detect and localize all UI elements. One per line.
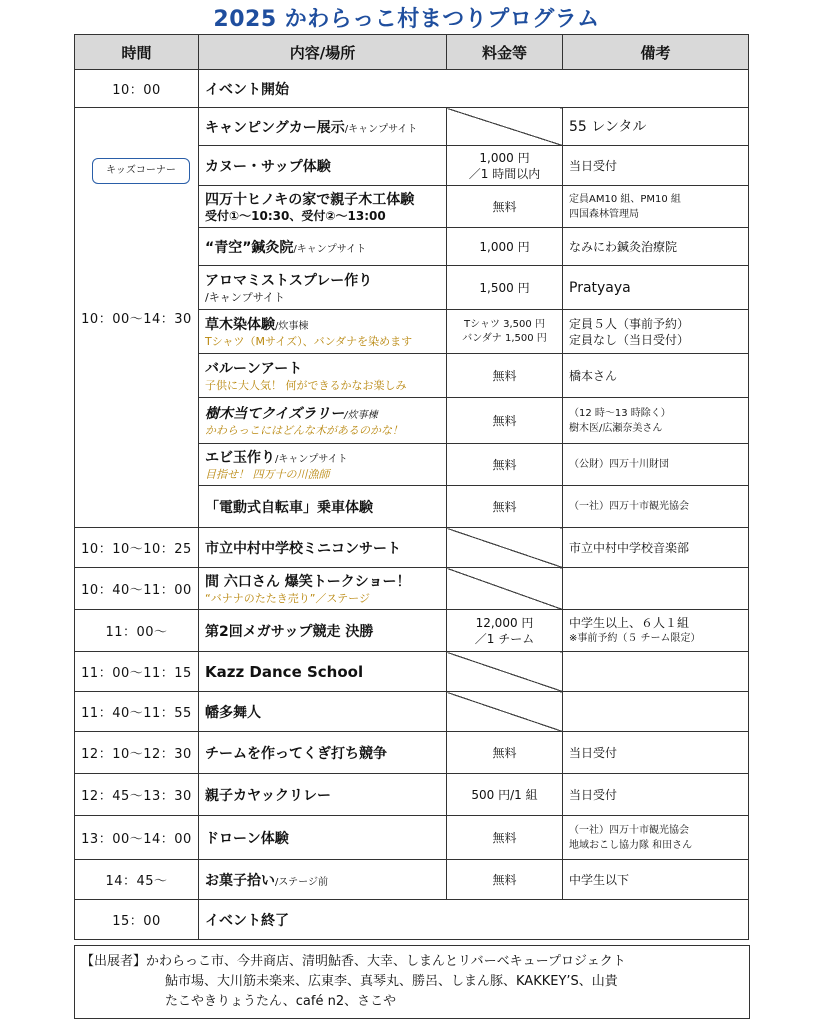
table-row (75, 108, 749, 146)
note-line: 定員なし（当日受付） (569, 332, 690, 347)
content-cell (199, 528, 447, 568)
note-line: 中学生以上、６人１組 (569, 615, 690, 630)
fee-cell: 無料 (447, 354, 563, 398)
fee-cell: 無料 (447, 816, 563, 860)
note-cell-empty (563, 568, 749, 610)
table-row (75, 816, 749, 860)
page-title: 2025 かわらっこ村まつりプログラム (213, 7, 600, 32)
note-line: 定員AM10 組、PM10 組 (569, 193, 681, 205)
content-cell (199, 108, 447, 146)
time-cell: 10：10～10：25 (75, 528, 199, 568)
content-cell (199, 398, 447, 444)
content-cell (199, 70, 749, 108)
exhibitors-line: 鮎市場、大川筋未楽来、広東李、真琴丸、勝呂、しまん豚、KAKKEY’S、山貴 (165, 974, 618, 989)
header-time: 時間 (75, 35, 199, 70)
note-cell (563, 310, 749, 354)
event-location: /ステージ前 (275, 876, 328, 888)
event-location: /キャンプサイト (293, 243, 367, 255)
header-fee: 料金等 (447, 35, 563, 70)
fee-line: ／1 時間以内 (468, 166, 541, 181)
table-row (75, 692, 749, 732)
fee-line: Tシャツ 3,500 円 (464, 318, 545, 330)
time-cell: 10：00～14：30 (75, 108, 199, 528)
fee-line: バンダナ 1,500 円 (462, 332, 547, 344)
fee-line: ／1 チーム (474, 631, 535, 646)
table-row (75, 900, 749, 940)
content-cell (199, 900, 749, 940)
exhibitors-label: 【出展者】 (81, 954, 147, 969)
note-line: 地域おこし協力隊 和田さん (569, 839, 693, 851)
event-title: 草木染体験 (205, 317, 275, 333)
time-cell: 15：00 (75, 900, 199, 940)
table-row (75, 860, 749, 900)
note-cell: 55 レンタル (563, 108, 749, 146)
time-cell: 10：00 (75, 70, 199, 108)
event-title: 市立中村中学校ミニコンサート (205, 540, 401, 557)
content-cell (199, 186, 447, 228)
fee-cell-empty (447, 108, 563, 146)
fee-cell-empty (447, 652, 563, 692)
event-title: お菓子拾い (205, 872, 275, 889)
content-cell (199, 354, 447, 398)
event-subtext: Tシャツ（Mサイズ）、バンダナを染めます (205, 335, 413, 348)
fee-cell: 無料 (447, 444, 563, 486)
event-title: キャンピングカー展示 (205, 119, 345, 136)
time-cell: 14：45～ (75, 860, 199, 900)
table-header-row (75, 35, 749, 70)
content-cell (199, 444, 447, 486)
kids-corner-callout: キッズコーナー (92, 158, 190, 184)
event-title: アロマミストスプレー作り (205, 273, 373, 289)
note-cell: 市立中村中学校音楽部 (563, 528, 749, 568)
fee-line: 1,000 円 (479, 150, 530, 165)
event-title: 幡多舞人 (205, 704, 261, 721)
content-cell (199, 266, 447, 310)
event-title: 第2回メガサップ競走 決勝 (205, 623, 374, 640)
note-line: 樹木医/広瀬奈美さん (569, 422, 663, 434)
event-title: Kazz Dance School (205, 663, 364, 681)
table-row (75, 70, 749, 108)
fee-cell: 無料 (447, 486, 563, 528)
fee-cell (447, 146, 563, 186)
note-line: 四国森林管理局 (569, 208, 639, 220)
content-cell (199, 568, 447, 610)
event-location: /キャンプサイト (275, 454, 348, 465)
event-title: イベント終了 (205, 912, 289, 929)
event-title: 樹木当てクイズラリー (205, 406, 345, 422)
fee-cell: 無料 (447, 398, 563, 444)
exhibitors-line: かわらっこ市、今井商店、清明鮎香、大幸、しまんとリバーベキュープロジェクト (146, 954, 626, 969)
note-cell: 当日受付 (563, 732, 749, 774)
header-content: 内容/場所 (199, 35, 447, 70)
note-line: 定員５人（事前予約） (569, 316, 690, 331)
content-cell (199, 816, 447, 860)
table-row (75, 774, 749, 816)
time-cell: 11：00～11：15 (75, 652, 199, 692)
note-cell (563, 610, 749, 652)
note-cell: 当日受付 (563, 774, 749, 816)
time-cell: 13：00～14：00 (75, 816, 199, 860)
table-row (75, 568, 749, 610)
content-cell (199, 228, 447, 266)
note-cell: 当日受付 (563, 146, 749, 186)
event-subtext: かわらっこにはどんな木があるのかな！ (205, 424, 403, 437)
event-title: 四万十ヒノキの家で親子木工体験 (205, 192, 415, 208)
time-cell: 11：40～11：55 (75, 692, 199, 732)
note-cell (563, 816, 749, 860)
table-row (75, 528, 749, 568)
event-title: チームを作ってくぎ打ち競争 (205, 745, 387, 762)
event-title: イベント開始 (205, 81, 289, 98)
content-cell (199, 732, 447, 774)
event-title: カヌー・サップ体験 (205, 158, 331, 175)
event-title: ドローン体験 (205, 830, 289, 847)
content-cell (199, 692, 447, 732)
exhibitors-line: たこやきりょうたん、café n2、さこや (165, 994, 397, 1009)
content-cell (199, 310, 447, 354)
event-title: “青空”鍼灸院 (205, 239, 294, 256)
note-cell: 橋本さん (563, 354, 749, 398)
note-cell: Pratyaya (563, 266, 749, 310)
table-row (75, 610, 749, 652)
note-line: （12 時～13 時除く） (569, 407, 671, 419)
note-cell (563, 186, 749, 228)
note-cell: （公財）四万十川財団 (563, 444, 749, 486)
fee-cell (447, 610, 563, 652)
content-cell (199, 146, 447, 186)
note-cell (563, 398, 749, 444)
note-cell-empty (563, 652, 749, 692)
fee-cell-empty (447, 528, 563, 568)
event-subtext: “バナナのたたき売り”／ステージ (205, 592, 370, 605)
fee-cell: 無料 (447, 186, 563, 228)
event-title: エビ玉作り (205, 450, 275, 466)
fee-line: 12,000 円 (475, 615, 534, 630)
event-title: 間 六口さん 爆笑トークショー！ (205, 574, 411, 590)
note-line: （一社）四万十市観光協会 (569, 824, 689, 836)
note-cell-empty (563, 692, 749, 732)
time-cell: 12：45～13：30 (75, 774, 199, 816)
fee-cell: 無料 (447, 860, 563, 900)
time-cell: 12：10～12：30 (75, 732, 199, 774)
fee-cell: 1,500 円 (447, 266, 563, 310)
event-location: /炊事棟 (275, 321, 309, 332)
fee-cell: 無料 (447, 732, 563, 774)
fee-cell: 500 円/1 組 (447, 774, 563, 816)
event-title: 親子カヤックリレー (205, 787, 331, 804)
time-cell: 11：00～ (75, 610, 199, 652)
fee-cell-empty (447, 568, 563, 610)
event-location: /炊事棟 (344, 410, 378, 421)
note-cell: （一社）四万十市観光協会 (563, 486, 749, 528)
note-cell: なみにわ鍼灸治療院 (563, 228, 749, 266)
event-location: /キャンプサイト (205, 291, 285, 304)
content-cell (199, 860, 447, 900)
event-subtext: 目指せ！ 四万十の川漁師 (205, 468, 330, 481)
fee-cell-empty (447, 692, 563, 732)
content-cell (199, 652, 447, 692)
event-location: /キャンプサイト (344, 123, 418, 135)
time-cell: 10：40～11：00 (75, 568, 199, 610)
content-cell (199, 486, 447, 528)
note-cell: 中学生以下 (563, 860, 749, 900)
event-title: 「電動式自転車」乗車体験 (205, 499, 373, 516)
fee-cell (447, 310, 563, 354)
event-subtext: 子供に大人気！ 何ができるかなお楽しみ (205, 379, 407, 392)
event-subtext: 受付①～10:30、受付②～13:00 (205, 209, 386, 223)
content-cell (199, 774, 447, 816)
table-row (75, 732, 749, 774)
exhibitors-box (74, 945, 750, 1019)
fee-cell: 1,000 円 (447, 228, 563, 266)
table-row (75, 652, 749, 692)
event-title: バルーンアート (205, 361, 303, 377)
content-cell (199, 610, 447, 652)
note-line: ※事前予約（５ チーム限定） (569, 632, 701, 644)
header-note: 備考 (563, 35, 749, 70)
